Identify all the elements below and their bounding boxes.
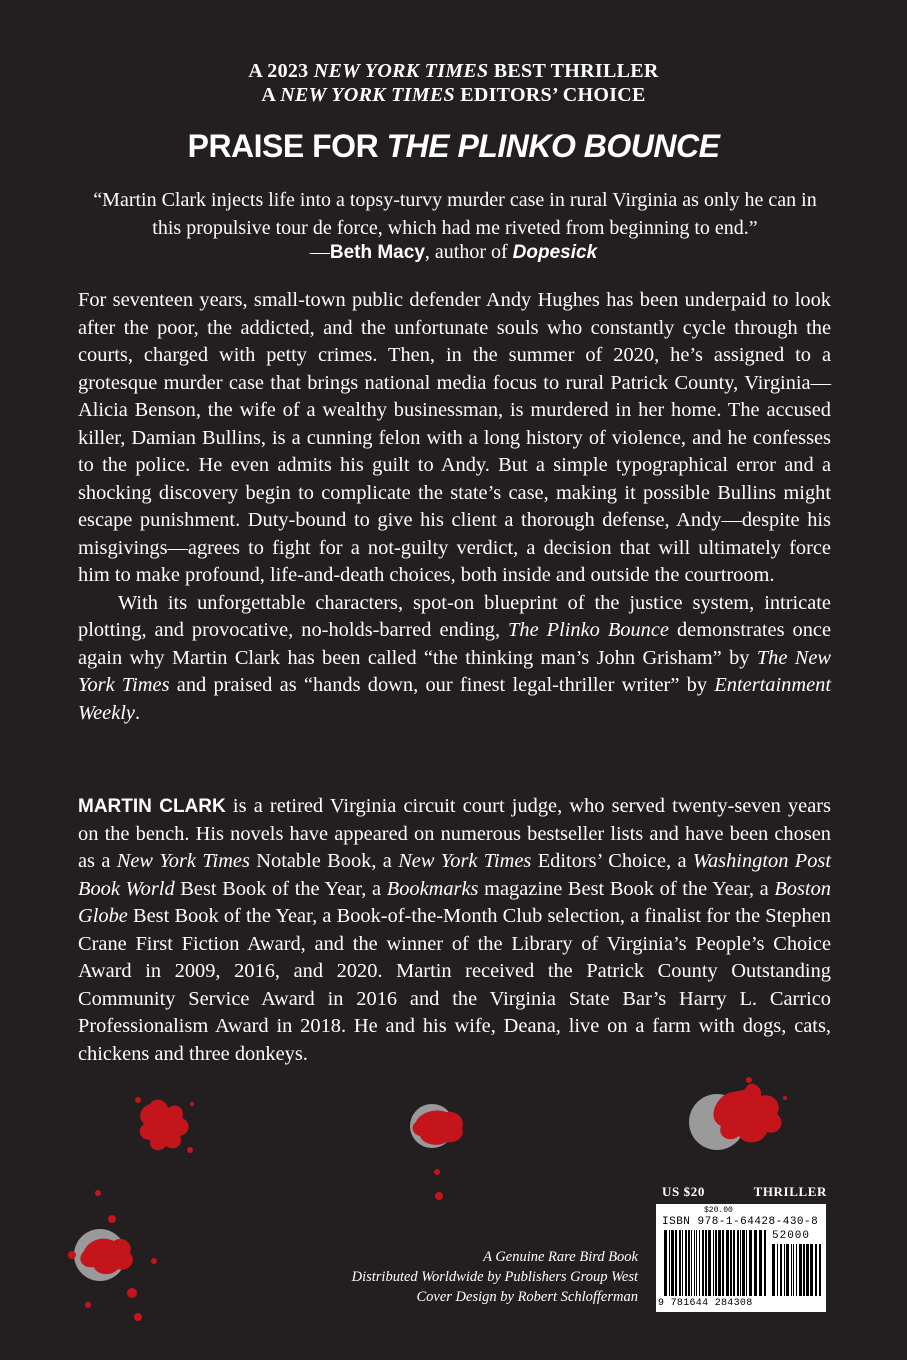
book-description [78, 287, 831, 727]
barcode-bar [702, 1230, 704, 1296]
barcode-digits: 9 781644 284308 [658, 1298, 753, 1309]
blood-splatter-2 [404, 1098, 474, 1208]
blood-splatter-4 [58, 1185, 168, 1330]
barcode-bar [815, 1244, 817, 1296]
barcode-bar [799, 1244, 802, 1296]
barcode-bar [708, 1230, 711, 1296]
barcode-bar [682, 1230, 683, 1296]
price-label: US $20 [662, 1184, 705, 1199]
quote-attribution: —Beth Macy, author of Dopesick [309, 241, 598, 263]
barcode-bar [737, 1230, 739, 1296]
credit-line-2: Distributed Worldwide by Publishers Group West [351, 1269, 638, 1285]
barcode-bar [705, 1230, 707, 1296]
barcode-bar [715, 1230, 717, 1296]
barcode-bars-main [664, 1230, 768, 1296]
author-bio: MARTIN CLARK is a retired Virginia circuit court judge, who served twenty-seven years on the bench. His novels have appeared on numerous bestseller lists and have been chosen as a New York Times Notable Book, a New York Times Editors’ Choice, a Washington Post Book World Best Book of the Year, a Bookmarks magazine Best Book of the Year, a Boston Globe Best Book of the Year, a Book-of-the-Month Club selection, a finalist for the Stephen Crane First Fiction Award, and the winner of the Library of Virginia’s People’s Choice Award in 2009, 2016, and 2020. Martin received the Patrick County Outstanding Community Service Award in 2016 and the Virginia State Bar’s Harry L. Carrico Professionalism Award in 2018. He and his wife, Deana, live on a farm with dogs, cats, chickens and three donkeys. [78, 795, 831, 1065]
barcode-isbn: ISBN 978-1-64428-430-8 [662, 1216, 819, 1228]
barcode-bar [803, 1244, 805, 1296]
barcode-bar [685, 1230, 687, 1296]
barcode-bar [780, 1244, 782, 1296]
barcode-bar [688, 1230, 690, 1296]
barcode-addon-digits: 52000 [772, 1230, 811, 1242]
price-category-row [662, 1184, 827, 1200]
barcode-bar [793, 1244, 794, 1296]
barcode-bar [746, 1230, 747, 1296]
barcode-bar [694, 1230, 695, 1296]
description-paragraph-1: For seventeen years, small-town public defender Andy Hughes has been underpaid to look after the poor, the addicted, and the unfortunate souls who constantly cycle through the courts, charged with petty crimes. Then, in the summer of 2020, he’s assigned to a grotesque murder case that brings national media focus to rural Patrick County, Virginia—Alicia Benson, the wife of a wealthy businessman, is murdered in her home. The accused killer, Damian Bullins, is a cunning felon with a long history of violence, and he confesses to the police. He even admits his guilt to Andy. But a simple typographical error and a shocking discovery begin to complicate the state’s case, making it possible Bullins might escape punishment. Duty-bound to give his client a thorough defense, Andy—despite his misgivings—agrees to fight for a not-guilty verdict, a decision that will ultimately force him to make profound, life-and-death choices, both inside and outside the courtroom. [78, 289, 831, 586]
barcode-bar [699, 1230, 700, 1296]
barcode-bar [740, 1230, 741, 1296]
barcode-bar [691, 1230, 692, 1296]
isbn-barcode [656, 1204, 826, 1312]
barcode-bars-addon [772, 1244, 822, 1296]
bestseller-banner-line1: A 2023 NEW YORK TIMES BEST THRILLER [248, 60, 659, 82]
barcode-bar [810, 1244, 813, 1296]
barcode-bar [786, 1244, 789, 1296]
barcode-bar [796, 1244, 797, 1296]
barcode-bar [730, 1230, 732, 1296]
praise-quote: “Martin Clark injects life into a topsy-turvy murder case in rural Virginia as only he can in this propulsive tour de force, which had me riveted from beginning to end.” [93, 189, 817, 239]
barcode-bar [777, 1244, 778, 1296]
barcode-bar [733, 1230, 735, 1296]
barcode-bar [671, 1230, 674, 1296]
barcode-bar [819, 1244, 821, 1296]
barcode-bar [726, 1230, 729, 1296]
publisher-credits [250, 1247, 638, 1307]
praise-heading: PRAISE FOR THE PLINKO BOUNCE [187, 128, 720, 164]
barcode-bar [806, 1244, 809, 1296]
barcode-bar [784, 1244, 785, 1296]
author-name: MARTIN CLARK [78, 796, 226, 817]
barcode-bar [713, 1230, 714, 1296]
barcode-bar [749, 1230, 752, 1296]
barcode-bar [664, 1230, 667, 1296]
description-paragraph-2: With its unforgettable characters, spot-on blueprint of the justice system, intricate plotting, and provocative, no-holds-barred ending, The Plinko Bounce demonstrates once again why Martin Clark has been called “the thinking man’s John Grisham” by The New York Times and praised as “hands down, our finest legal-thriller writer” by Entertainment Weekly. [78, 591, 832, 724]
barcode-bar [722, 1230, 724, 1296]
barcode-price: $20.00 [704, 1206, 733, 1215]
barcode-bar [718, 1230, 721, 1296]
credit-line-1: A Genuine Rare Bird Book [483, 1249, 638, 1265]
barcode-bar [754, 1230, 757, 1296]
category-label: THRILLER [753, 1184, 827, 1199]
barcode-bar [772, 1244, 775, 1296]
barcode-bar [696, 1230, 697, 1296]
blood-splatter-3 [683, 1074, 793, 1154]
barcode-bar [764, 1230, 766, 1296]
blood-splatter-1 [130, 1092, 200, 1162]
barcode-bar [791, 1244, 792, 1296]
barcode-bar [679, 1230, 681, 1296]
credit-line-3: Cover Design by Robert Schlofferman [416, 1289, 638, 1305]
barcode-bar [742, 1230, 745, 1296]
barcode-bar [669, 1230, 670, 1296]
barcode-bar [759, 1230, 762, 1296]
barcode-bar [675, 1230, 677, 1296]
editors-choice-banner-line2: A NEW YORK TIMES EDITORS’ CHOICE [261, 84, 646, 106]
